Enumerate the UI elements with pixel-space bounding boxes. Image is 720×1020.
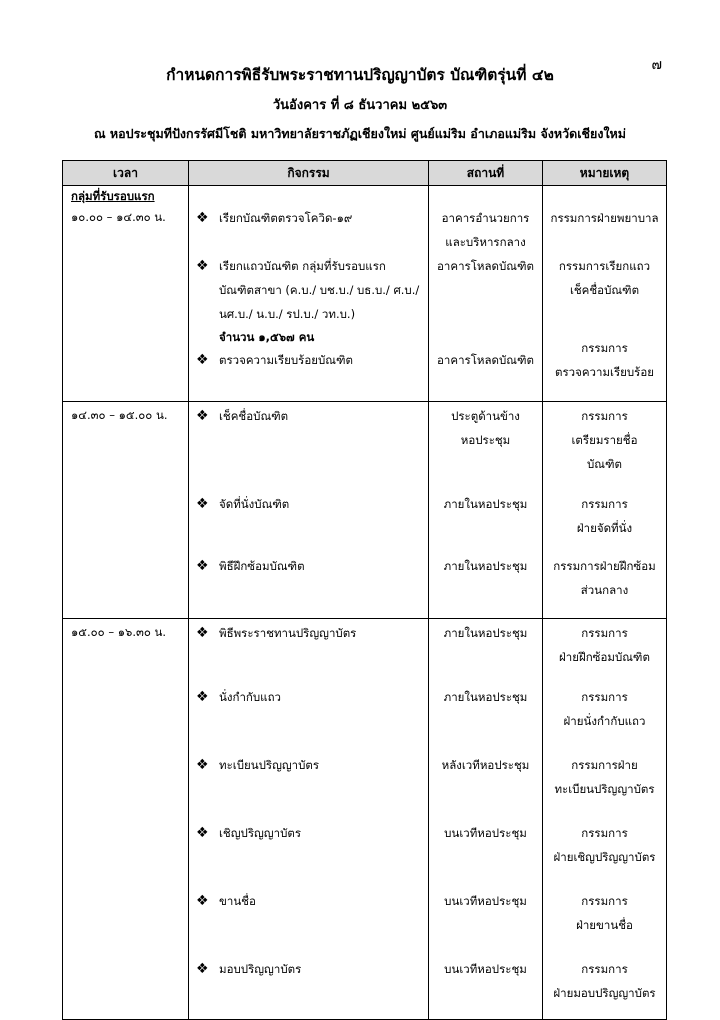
document-date: วันอังคาร ที่ ๘ ธันวาคม ๒๕๖๓ (272, 98, 448, 113)
document-title: กำหนดการพิธีรับพระราชทานปริญญาบัตร บัณฑิตรุ่นที่ ๔๒ (166, 66, 554, 84)
activity-sub-line: นศ.บ./ น.บ./ รป.บ./ วท.บ.) (219, 307, 356, 321)
diamond-bullet-icon: ❖ (196, 210, 209, 226)
table-row (63, 254, 667, 348)
note-label: กรรมการ ฝ่ายขานชื่อ (576, 894, 633, 932)
diamond-bullet-icon: ❖ (196, 558, 209, 574)
table-row (63, 492, 667, 548)
table-row (63, 885, 667, 953)
note-label: กรรมการ ฝ่ายนั่งกำกับแถว (563, 690, 646, 728)
graduate-count: จำนวน ๑,๕๖๗ คน (219, 330, 315, 344)
table-header-row (63, 161, 667, 186)
diamond-bullet-icon: ❖ (196, 625, 209, 641)
diamond-bullet-icon: ❖ (196, 352, 209, 368)
header-activity: กิจกรรม (189, 161, 429, 186)
activity-label: พิธีพระราชทานปริญญาบัตร (219, 626, 357, 640)
diamond-bullet-icon: ❖ (196, 408, 209, 424)
place-label: บนเวทีหอประชุม (444, 894, 527, 908)
note-label: กรรมการ ฝ่ายฝึกซ้อมบัณฑิต (559, 626, 650, 664)
place-label: บนเวทีหอประชุม (444, 962, 527, 976)
note-label: กรรมการเรียกแถว เช็คชื่อบัณฑิต (558, 259, 651, 297)
activity-label: จัดที่นั่งบัณฑิต (219, 497, 290, 511)
list-item (189, 957, 428, 981)
document-venue: ณ หอประชุมทีปังกรรัศมีโชติ มหาวิทยาลัยราชภัฏเชียงใหม่ ศูนย์แม่ริม อำเภอแม่ริม จังหวัดเชียงใหม่ (93, 126, 627, 141)
activity-label: ตรวจความเรียบร้อยบัณฑิต (219, 353, 353, 367)
table-row (63, 619, 667, 682)
list-item (189, 685, 428, 709)
place-label: อาคารอำนวยการ และบริหารกลาง (441, 211, 530, 249)
activity-label: มอบปริญญาบัตร (219, 962, 302, 976)
time-slot: ๑๐.๐๐ – ๑๔.๓๐ น. (71, 210, 166, 224)
note-label: กรรมการ ฝ่ายจัดที่นั่ง (576, 497, 633, 535)
place-label: ภายในหอประชุม (443, 690, 528, 704)
list-item (189, 621, 428, 645)
activity-label: เชิญปริญญาบัตร (219, 826, 302, 840)
table-row (63, 402, 667, 493)
note-label: กรรมการ ฝ่ายมอบปริญญาบัตร (553, 962, 656, 1000)
activity-label: เรียกแถวบัณฑิต กลุ่มที่รับรอบแรก (219, 259, 386, 273)
place-label: ประตูด้านข้าง หอประชุม (451, 409, 520, 447)
list-item (189, 889, 428, 913)
group-label: กลุ่มที่รับรอบแรก (71, 189, 155, 203)
place-label: ภายในหอประชุม (443, 497, 528, 511)
list-item (189, 206, 428, 230)
activity-label: ทะเบียนปริญญาบัตร (219, 758, 320, 772)
place-label: บนเวทีหอประชุม (444, 826, 527, 840)
diamond-bullet-icon: ❖ (196, 258, 209, 274)
diamond-bullet-icon: ❖ (196, 689, 209, 705)
header-note: หมายเหตุ (543, 161, 667, 186)
note-label: กรรมการฝ่ายฝึกซ้อม ส่วนกลาง (553, 559, 656, 597)
header-place: สถานที่ (429, 161, 543, 186)
activity-sub-line: บัณฑิตสาขา (ค.บ./ บช.บ./ บธ.บ./ ศ.บ./ (219, 283, 420, 297)
table-row (63, 548, 667, 619)
place-label: ภายในหอประชุม (443, 626, 528, 640)
activity-label: ขานชื่อ (219, 894, 256, 908)
place-label: หลังเวทีหอประชุม (441, 758, 530, 772)
note-label: กรรมการฝ่ายพยาบาล (550, 211, 659, 225)
diamond-bullet-icon: ❖ (196, 496, 209, 512)
table-row (63, 348, 667, 402)
schedule-table (62, 160, 667, 1020)
diamond-bullet-icon: ❖ (196, 757, 209, 773)
list-item (189, 554, 428, 578)
list-item (189, 404, 428, 428)
note-label: กรรมการ ตรวจความเรียบร้อย (555, 341, 654, 379)
time-slot: ๑๕.๐๐ – ๑๖.๓๐ น. (71, 625, 167, 639)
table-row (63, 186, 667, 255)
list-item (189, 753, 428, 777)
place-label: อาคารโหลดบัณฑิต (437, 353, 534, 367)
activity-label: เช็คชื่อบัณฑิต (219, 409, 289, 423)
activity-label: นั่งกำกับแถว (219, 690, 281, 704)
place-label: อาคารโหลดบัณฑิต (437, 259, 534, 273)
page-number: ๗ (651, 57, 662, 73)
activity-label: เรียกบัณฑิตตรวจโควิด-๑๙ (219, 211, 353, 225)
activity-label: พิธีฝึกซ้อมบัณฑิต (219, 559, 305, 573)
table-row (63, 681, 667, 749)
list-item (189, 821, 428, 845)
diamond-bullet-icon: ❖ (196, 825, 209, 841)
list-item (189, 254, 428, 348)
diamond-bullet-icon: ❖ (196, 893, 209, 909)
note-label: กรรมการฝ่าย ทะเบียนปริญญาบัตร (554, 758, 655, 796)
table-row (63, 817, 667, 885)
table-row (63, 749, 667, 817)
note-label: กรรมการ เตรียมรายชื่อ บัณฑิต (571, 409, 638, 471)
table-row (63, 953, 667, 1020)
list-item (189, 492, 428, 516)
diamond-bullet-icon: ❖ (196, 961, 209, 977)
list-item (189, 348, 428, 372)
time-slot: ๑๔.๓๐ – ๑๕.๐๐ น. (71, 408, 168, 422)
note-label: กรรมการ ฝ่ายเชิญปริญญาบัตร (553, 826, 656, 864)
place-label: ภายในหอประชุม (443, 559, 528, 573)
header-time: เวลา (63, 161, 189, 186)
